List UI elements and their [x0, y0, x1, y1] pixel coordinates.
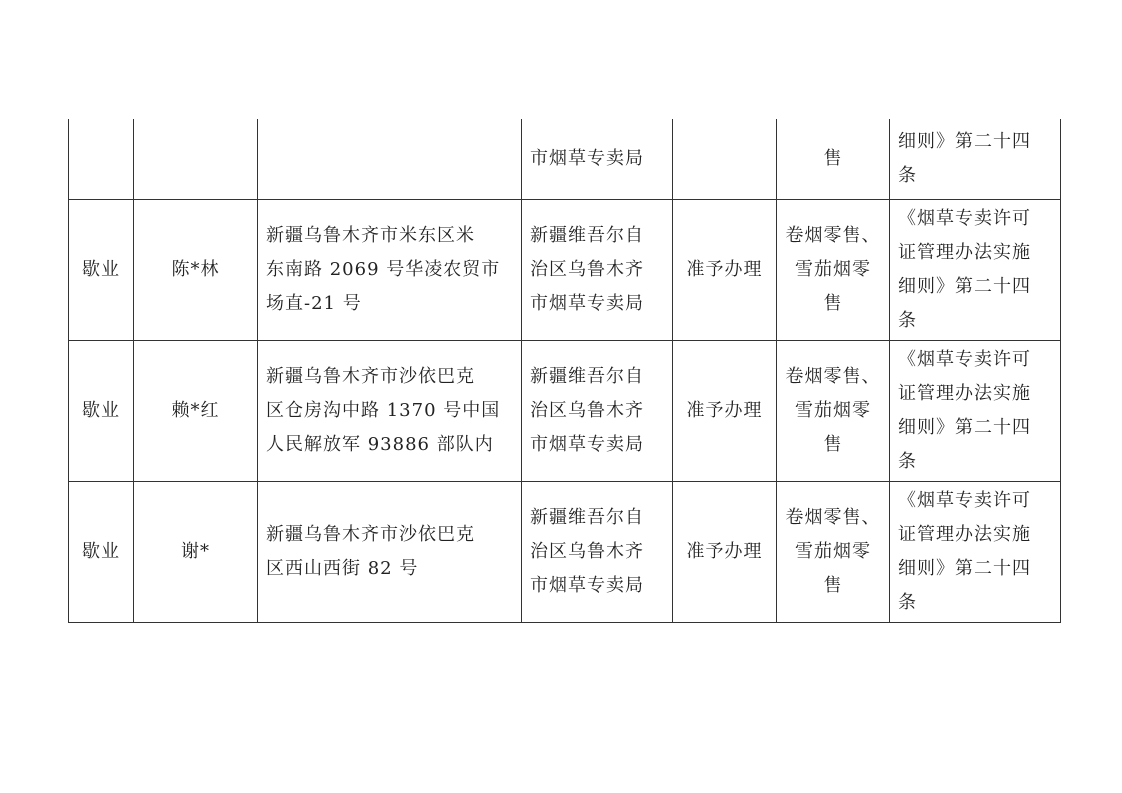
- cell-change-type: [69, 200, 134, 341]
- cell-decision-text: 准予办理: [686, 541, 763, 562]
- cell-decision: [673, 119, 777, 200]
- cell-authority-line: 市烟草专卖局: [530, 148, 644, 169]
- table-row: [69, 482, 1061, 623]
- cell-address-line: 新疆乌鲁木齐市沙依巴克: [266, 366, 475, 387]
- cell-address: [258, 341, 522, 482]
- cell-legal-basis-line: 《烟草专卖许可: [898, 208, 1031, 229]
- cell-legal-basis-line: 条: [898, 592, 917, 613]
- cell-legal-basis-line: 细则》第二十四: [898, 276, 1031, 297]
- cell-decision-text: 准予办理: [686, 259, 763, 280]
- cell-authority: [522, 119, 673, 200]
- cell-change-type: [69, 482, 134, 623]
- cell-legal-basis-line: 证管理办法实施: [898, 383, 1031, 404]
- license-table: [68, 119, 1061, 623]
- table-body: [69, 119, 1061, 623]
- cell-authority-line: 治区乌鲁木齐: [530, 541, 644, 562]
- cell-business-scope-line: 卷烟零售、: [785, 225, 881, 246]
- table-row: [69, 119, 1061, 200]
- cell-decision-text: 准予办理: [686, 400, 763, 421]
- cell-business-scope-line: 售: [823, 434, 843, 455]
- cell-decision: [673, 341, 777, 482]
- cell-legal-basis-line: 《烟草专卖许可: [898, 349, 1031, 370]
- cell-address: [258, 200, 522, 341]
- cell-business-scope-line: 雪茄烟零: [795, 541, 871, 562]
- cell-change-type-text: 歇业: [82, 259, 120, 280]
- cell-address-line: 区西山西街 82 号: [266, 558, 419, 579]
- table-row: [69, 200, 1061, 341]
- cell-authority-line: 市烟草专卖局: [530, 293, 644, 314]
- cell-holder-name-text: 赖*红: [171, 400, 220, 421]
- cell-authority: [522, 482, 673, 623]
- cell-holder-name-text: 谢*: [181, 541, 210, 562]
- cell-change-type: [69, 119, 134, 200]
- cell-authority-line: 新疆维吾尔自: [530, 507, 644, 528]
- cell-business-scope-line: 雪茄烟零: [795, 400, 871, 421]
- cell-address-line: 东南路 2069 号华凌农贸市: [266, 259, 501, 280]
- cell-holder-name: [134, 482, 258, 623]
- cell-business-scope: [777, 200, 890, 341]
- cell-authority-line: 市烟草专卖局: [530, 434, 644, 455]
- cell-legal-basis: [890, 119, 1061, 200]
- cell-change-type-text: 歇业: [82, 541, 120, 562]
- cell-authority-line: 新疆维吾尔自: [530, 366, 644, 387]
- cell-business-scope: [777, 119, 890, 200]
- cell-legal-basis-line: 《烟草专卖许可: [898, 490, 1031, 511]
- cell-change-type-text: 歇业: [82, 400, 120, 421]
- cell-authority-line: 治区乌鲁木齐: [530, 259, 644, 280]
- cell-business-scope: [777, 341, 890, 482]
- cell-legal-basis: [890, 341, 1061, 482]
- cell-legal-basis-line: 条: [898, 310, 917, 331]
- cell-authority-line: 市烟草专卖局: [530, 575, 644, 596]
- cell-legal-basis-line: 证管理办法实施: [898, 242, 1031, 263]
- cell-business-scope-line: 卷烟零售、: [785, 366, 881, 387]
- cell-address-line: 新疆乌鲁木齐市沙依巴克: [266, 524, 475, 545]
- cell-legal-basis-line: 细则》第二十四: [898, 131, 1031, 152]
- cell-legal-basis: [890, 482, 1061, 623]
- cell-holder-name: [134, 200, 258, 341]
- cell-legal-basis-line: 条: [898, 451, 917, 472]
- cell-holder-name: [134, 119, 258, 200]
- cell-address-line: 新疆乌鲁木齐市米东区米: [266, 225, 475, 246]
- table-row: [69, 341, 1061, 482]
- cell-decision: [673, 482, 777, 623]
- cell-holder-name-text: 陈*林: [171, 259, 220, 280]
- cell-authority: [522, 341, 673, 482]
- cell-authority: [522, 200, 673, 341]
- cell-address-line: 区仓房沟中路 1370 号中国: [266, 400, 501, 421]
- cell-address-line: 场直-21 号: [266, 293, 362, 314]
- cell-address: [258, 482, 522, 623]
- cell-business-scope-line: 售: [823, 148, 843, 169]
- cell-holder-name: [134, 341, 258, 482]
- cell-legal-basis-line: 证管理办法实施: [898, 524, 1031, 545]
- cell-business-scope-line: 卷烟零售、: [785, 507, 881, 528]
- cell-authority-line: 新疆维吾尔自: [530, 225, 644, 246]
- cell-legal-basis-line: 细则》第二十四: [898, 417, 1031, 438]
- cell-authority-line: 治区乌鲁木齐: [530, 400, 644, 421]
- cell-decision: [673, 200, 777, 341]
- cell-business-scope-line: 售: [823, 293, 843, 314]
- cell-business-scope-line: 雪茄烟零: [795, 259, 871, 280]
- cell-address: [258, 119, 522, 200]
- cell-address-line: 人民解放军 93886 部队内: [266, 434, 494, 455]
- cell-business-scope-line: 售: [823, 575, 843, 596]
- cell-change-type: [69, 341, 134, 482]
- cell-legal-basis-line: 条: [898, 165, 917, 186]
- cell-legal-basis: [890, 200, 1061, 341]
- cell-legal-basis-line: 细则》第二十四: [898, 558, 1031, 579]
- cell-business-scope: [777, 482, 890, 623]
